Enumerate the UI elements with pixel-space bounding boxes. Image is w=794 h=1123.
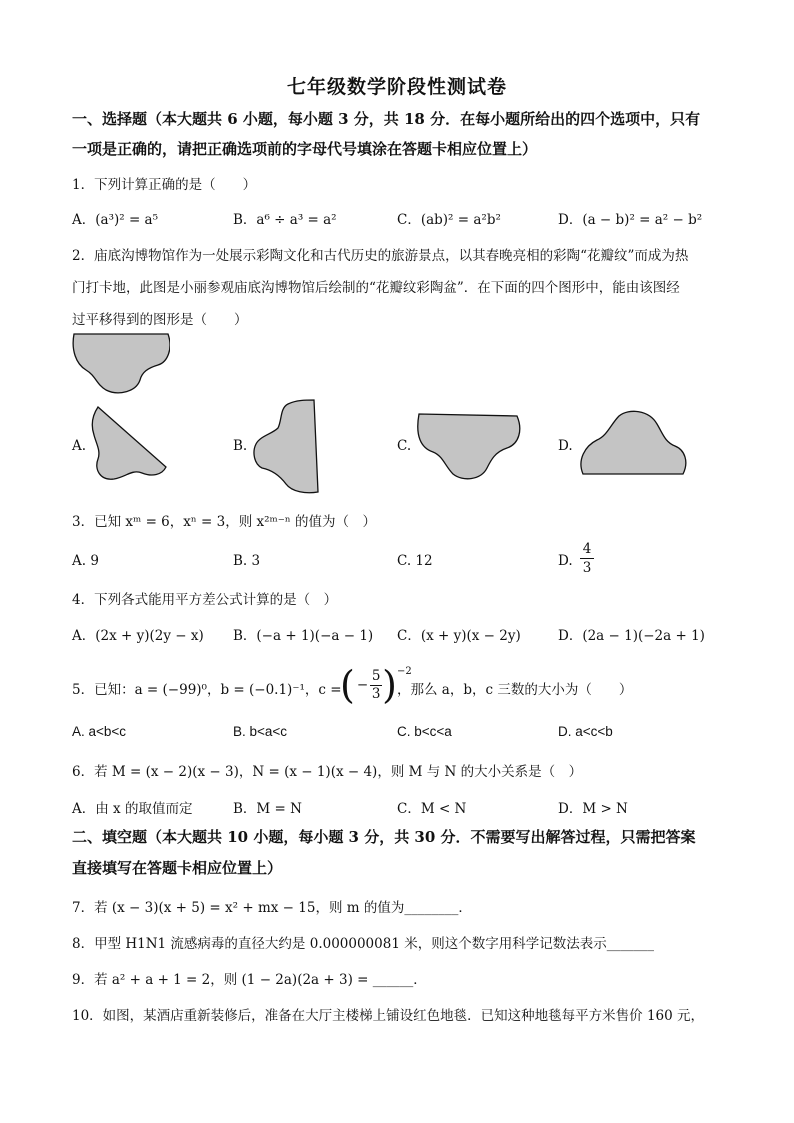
q2-option-c-shape: [415, 410, 523, 482]
q3-option-d-fraction: [580, 540, 594, 577]
q1-stem: 1．下列计算正确的是（ ）: [72, 177, 257, 193]
q3-option-d: D.: [558, 553, 573, 569]
q4-option-c: C．(x + y)(x − 2y): [397, 628, 521, 644]
q1-option-c: C．(ab)² = a²b²: [397, 212, 501, 228]
q2-option-a-shape: [90, 405, 170, 483]
q6-option-d: D．M > N: [558, 801, 628, 817]
q2-stem-line3: 过平移得到的图形是（ ）: [72, 312, 248, 328]
q5-option-c: C. b<c<a: [397, 724, 452, 739]
q2-stem-line2: 门打卡地，此图是小丽参观庙底沟博物馆后绘制的“花瓣纹彩陶盆”．在下面的四个图形中，能由该图经: [72, 280, 680, 296]
q5-fraction-numerator: 5: [371, 667, 381, 684]
q4-option-d: D．(2a − 1)(−2a + 1): [558, 628, 705, 644]
q6-option-c: C．M < N: [397, 801, 467, 817]
section1-heading-line2: 一项是正确的，请把正确选项前的字母代号填涂在答题卡相应位置上）: [72, 140, 538, 158]
q5-open-paren: (: [340, 663, 355, 707]
q1-option-d: D．(a − b)² = a² − b²: [558, 212, 703, 228]
q3-option-b: B. 3: [233, 553, 261, 569]
q5-exponent: −2: [396, 666, 412, 677]
page-title: 七年级数学阶段性测试卷: [286, 76, 507, 98]
q5-minus-sign: −: [356, 677, 369, 693]
section2-heading-line2: 直接填写在答题卡相应位置上）: [72, 859, 283, 877]
q9-stem: 9．若 a² + a + 1 = 2，则 (1 − 2a)(2a + 3) = ______．: [72, 972, 427, 988]
q2-option-a-label: A.: [72, 438, 87, 454]
q5-stem-prefix: 5．已知：a = (−99)⁰，b = (−0.1)⁻¹，c =: [72, 682, 342, 698]
q2-option-d-label: D.: [558, 438, 573, 454]
q5-fraction: [370, 668, 382, 703]
q1-option-b: B．a⁶ ÷ a³ = a²: [233, 212, 337, 228]
q5-close-paren: ): [382, 663, 397, 707]
q2-option-d-shape: [577, 406, 689, 478]
q3-option-c: C. 12: [397, 553, 433, 569]
q3-fraction-numerator: 4: [580, 540, 594, 559]
q3-option-a: A. 9: [72, 553, 99, 569]
q6-option-b: B．M = N: [233, 801, 302, 817]
section2-heading-line1: 二、填空题（本大题共 10 小题，每小题 3 分，共 30 分．不需要写出解答过程，只需把答案: [72, 828, 696, 846]
q5-option-a: A. a<b<c: [72, 724, 127, 739]
q2-option-c-label: C.: [397, 438, 412, 454]
q5-option-b: B. b<a<c: [233, 724, 288, 739]
q5-option-d: D. a<c<b: [558, 724, 613, 739]
q6-option-a: A．由 x 的取值而定: [72, 801, 193, 817]
q4-option-b: B．(−a + 1)(−a − 1): [233, 628, 374, 644]
q5-fraction-denominator: 3: [371, 685, 381, 702]
q2-option-b-shape: [252, 398, 322, 494]
q6-stem: 6．若 M = (x − 2)(x − 3)，N = (x − 1)(x − 4)，则 M 与 N 的大小关系是（ ）: [72, 764, 583, 780]
q1-option-a: A．(a³)² = a⁵: [72, 212, 159, 228]
q2-option-b-label: B.: [233, 438, 248, 454]
q10-stem: 10．如图，某酒店重新装修后，准备在大厅主楼梯上铺设红色地毯．已知这种地毯每平方米售价 160 元，: [72, 1008, 705, 1024]
q3-stem: 3．已知 xᵐ = 6，xⁿ = 3，则 x²ᵐ⁻ⁿ 的值为（ ）: [72, 514, 377, 530]
section1-heading-line1: 一、选择题（本大题共 6 小题，每小题 3 分，共 18 分．在每小题所给出的四个选项中，只有: [72, 110, 701, 128]
q7-stem: 7．若 (x − 3)(x + 5) = x² + mx − 15，则 m 的值为________．: [72, 900, 472, 916]
reference-pot-shape: [72, 330, 170, 396]
q8-stem: 8．甲型 H1N1 流感病毒的直径大约是 0.000000081 米，则这个数字用科学记数法表示_______: [72, 936, 654, 952]
q2-stem-line1: 2．庙底沟博物馆作为一处展示彩陶文化和古代历史的旅游景点，以其春晚亮相的彩陶“花瓣纹”而成为热: [72, 248, 689, 264]
q3-fraction-denominator: 3: [582, 560, 592, 576]
q5-stem-suffix: ，那么 a，b，c 三数的大小为（ ）: [397, 682, 633, 698]
q4-stem: 4．下列各式能用平方差公式计算的是（ ）: [72, 592, 338, 608]
q4-option-a: A．(2x + y)(2y − x): [72, 628, 204, 644]
